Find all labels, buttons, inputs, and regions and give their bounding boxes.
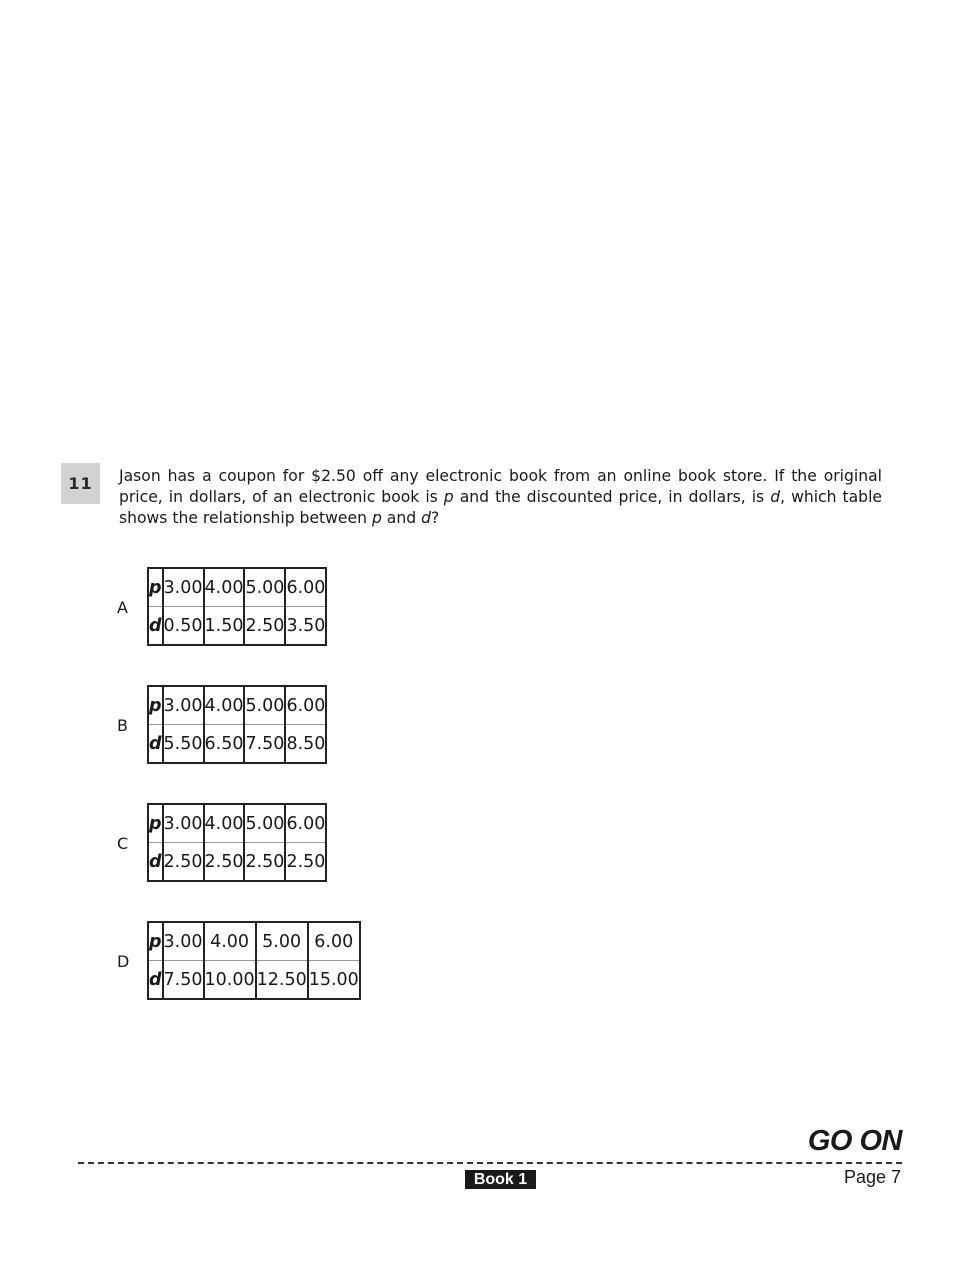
- table-cell: 2.50: [163, 843, 204, 882]
- question-stem: [119, 466, 882, 529]
- stem-text: ?: [431, 509, 440, 527]
- table-cell: 2.50: [244, 843, 285, 882]
- table-cell: 5.00: [244, 686, 285, 725]
- stem-variable-d: d: [421, 509, 432, 527]
- table-row-d: [148, 725, 326, 764]
- row-label-d: d: [148, 843, 163, 882]
- table-cell: 6.00: [285, 568, 326, 607]
- question-number: 11: [68, 474, 93, 493]
- go-on-label: GO ON: [807, 1125, 902, 1157]
- option-letter: D: [117, 952, 130, 971]
- table-cell: 7.50: [163, 961, 204, 1000]
- row-label-p: p: [148, 922, 163, 961]
- stem-text: and the discounted price, in dollars, is: [453, 488, 771, 506]
- table-cell: 6.00: [308, 922, 360, 961]
- page-number: Page 7: [843, 1167, 901, 1187]
- table-cell: 3.00: [163, 804, 204, 843]
- table-cell: 2.50: [204, 843, 245, 882]
- table-cell: 15.00: [308, 961, 360, 1000]
- row-label-p: p: [148, 804, 163, 843]
- stem-variable-d: d: [770, 488, 781, 506]
- table-row-p: [148, 686, 326, 725]
- table-cell: 6.50: [204, 725, 245, 764]
- option-table: [147, 685, 327, 764]
- option-table: [147, 567, 327, 646]
- table-row-d: [148, 607, 326, 646]
- table-cell: 3.00: [163, 686, 204, 725]
- row-label-d: d: [148, 607, 163, 646]
- table-cell: 12.50: [256, 961, 308, 1000]
- option-letter: B: [117, 716, 128, 735]
- table-cell: 6.00: [285, 686, 326, 725]
- footer-divider: [78, 1162, 902, 1164]
- table-cell: 3.00: [163, 568, 204, 607]
- table-cell: 10.00: [204, 961, 256, 1000]
- table-cell: 0.50: [163, 607, 204, 646]
- table-row-p: [148, 804, 326, 843]
- table-cell: 5.00: [244, 804, 285, 843]
- table-cell: 4.00: [204, 922, 256, 961]
- table-cell: 5.00: [244, 568, 285, 607]
- table-cell: 5.50: [163, 725, 204, 764]
- option-table: [147, 921, 361, 1000]
- table-cell: 1.50: [204, 607, 245, 646]
- table-cell: 8.50: [285, 725, 326, 764]
- row-label-d: d: [148, 961, 163, 1000]
- table-row-p: [148, 922, 360, 961]
- option-table: [147, 803, 327, 882]
- stem-text: Jason has a coupon for $2.50 off any electronic book from an online book store. If the original price, in dollars, of an electronic book is: [119, 467, 882, 506]
- table-row-p: [148, 568, 326, 607]
- stem-variable-p: p: [443, 488, 454, 506]
- table-row-d: [148, 961, 360, 1000]
- table-cell: 4.00: [204, 686, 245, 725]
- table-cell: 6.00: [285, 804, 326, 843]
- table-cell: 2.50: [244, 607, 285, 646]
- table-cell: 2.50: [285, 843, 326, 882]
- row-label-p: p: [148, 686, 163, 725]
- table-cell: 4.00: [204, 804, 245, 843]
- option-letter: C: [117, 834, 129, 853]
- table-cell: 3.50: [285, 607, 326, 646]
- stem-text: and: [381, 509, 422, 527]
- table-cell: 3.00: [163, 922, 204, 961]
- row-label-p: p: [148, 568, 163, 607]
- table-cell: 4.00: [204, 568, 245, 607]
- question-number-badge: [61, 463, 100, 504]
- table-row-d: [148, 843, 326, 882]
- table-cell: 7.50: [244, 725, 285, 764]
- stem-variable-p: p: [371, 509, 382, 527]
- stem-text: , which table shows the relationship between: [119, 488, 882, 527]
- table-cell: 5.00: [256, 922, 308, 961]
- option-letter: A: [117, 598, 128, 617]
- book-label: Book 1: [465, 1170, 536, 1189]
- row-label-d: d: [148, 725, 163, 764]
